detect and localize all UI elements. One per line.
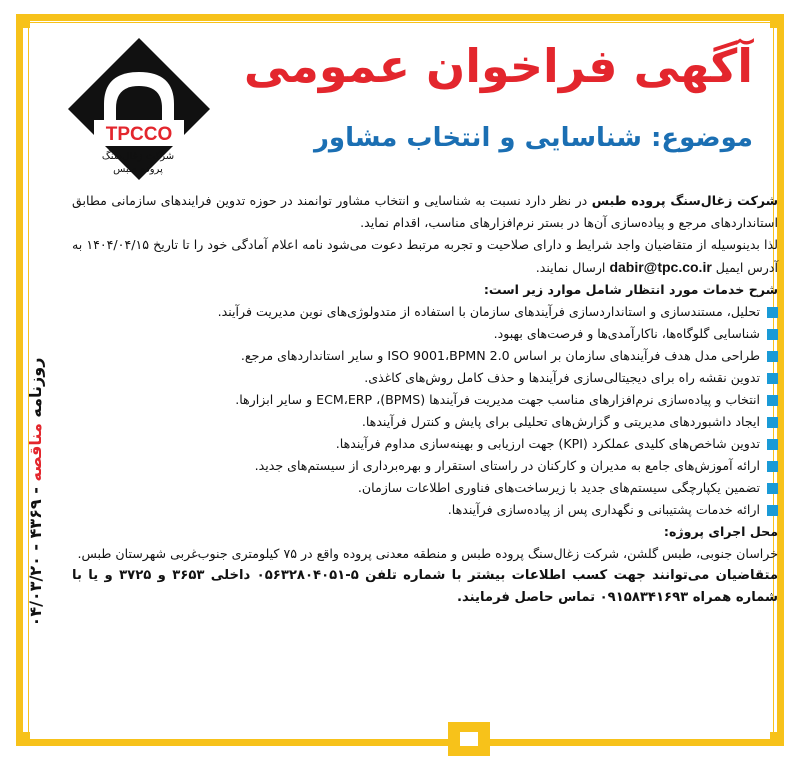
service-item (72, 345, 778, 367)
logo-company-line1: شرکت زغال‌سنگ (101, 151, 175, 162)
logo-company-line2: پروده طبس (113, 164, 163, 175)
service-text: ارائه خدمات پشتیبانی و نگهداری پس از پیاده‌سازی فرآیندها. (447, 502, 760, 517)
frame-corner-top-right (770, 14, 784, 28)
service-text: طراحی مدل هدف فرآیندهای سازمان بر اساس ISO 9001،BPMN 2.0 و سایر استانداردهای مرجع. (240, 348, 760, 363)
square-bullet-icon (767, 439, 778, 450)
service-item (72, 411, 778, 433)
notice-body (72, 190, 778, 609)
square-bullet-icon (767, 483, 778, 494)
service-item (72, 301, 778, 323)
frame-corner-bottom-right (770, 732, 784, 746)
frame-corner-top-left (16, 14, 30, 28)
side-brand-name: مناقصه (26, 423, 45, 482)
square-bullet-icon (767, 417, 778, 428)
square-bullet-icon (767, 395, 778, 406)
location-heading: محل اجرای پروژه: (663, 524, 778, 539)
newspaper-side-label (22, 332, 50, 652)
service-text: تدوین نقشه راه برای دیجیتالی‌سازی فرآیندها و حذف کامل روش‌های کاغذی. (364, 370, 760, 385)
deadline-paragraph (72, 234, 778, 279)
service-text: ایجاد داشبوردهای مدیریتی و گزارش‌های تحلیلی برای پایش و کنترل فرآیندها. (361, 414, 760, 429)
notice-subtitle: موضوع: شناسایی و انتخاب مشاور (313, 123, 753, 153)
services-heading: شرح خدمات مورد انتظار شامل موارد زیر است: (483, 282, 778, 297)
email-address: dabir@tpc.co.ir (609, 259, 712, 275)
service-text: تحلیل، مستندسازی و استانداردسازی فرآیندهای سازمان با استفاده از متدولوژی‌های نوین مدیریت فرآیند. (217, 304, 760, 319)
service-text: شناسایی گلوگاه‌ها، ناکارآمدی‌ها و فرصت‌های بهبود. (493, 326, 760, 341)
service-item (72, 323, 778, 345)
location-text: خراسان جنوبی، طبس گلشن، شرکت زغال‌سنگ پروده طبس و منطقه معدنی پروده واقع در ۷۵ کیلومتری جنوب‌غربی شهرستان طبس. (77, 546, 778, 561)
service-text: انتخاب و پیاده‌سازی نرم‌افزارهای مناسب جهت مدیریت فرآیندها (BPMS)، ECM،ERP و سایر ابزارها. (235, 392, 760, 407)
square-bullet-icon (767, 373, 778, 384)
square-bullet-icon (767, 329, 778, 340)
service-item (72, 367, 778, 389)
notice-title: آگهی فراخوان عمومی (243, 39, 753, 93)
intro-text-3: ارسال نمایند. (535, 260, 606, 275)
side-issue: - ۴۳۶۹ - ۰۴/۰۳/۲۰ (26, 481, 45, 627)
contact-paragraph: متقاضیان می‌توانند جهت کسب اطلاعات بیشتر با شماره تلفن ۵-۰۵۶۳۲۸۰۴۰۵۱ داخلی ۳۶۵۳ و ۳۷۲۵ و یا با شماره همراه ۰۹۱۵۸۳۴۱۶۹۳ تماس حاصل فرمایند. (72, 568, 778, 605)
service-item (72, 499, 778, 521)
service-item (72, 433, 778, 455)
service-text: تدوین شاخص‌های کلیدی عملکرد (KPI) جهت ارزیابی و بهینه‌سازی مداوم فرآیندها. (335, 436, 760, 451)
service-text: تضمین یکپارچگی سیستم‌های جدید با زیرساخت‌های فناوری اطلاعات سازمان. (357, 480, 760, 495)
square-bullet-icon (767, 307, 778, 318)
services-list (72, 301, 778, 521)
square-bullet-icon (767, 461, 778, 472)
service-item (72, 389, 778, 411)
square-bullet-icon (767, 351, 778, 362)
square-bullet-icon (767, 505, 778, 516)
service-item (72, 477, 778, 499)
service-text: ارائه آموزش‌های جامع به مدیران و کارکنان در راستای استقرار و بهره‌برداری از سیستم‌های جدید. (254, 458, 760, 473)
intro-text-1: در نظر دارد نسبت به شناسایی و انتخاب مشاور توانمند در حوزه تدوین فرایندهای سازمانی مطابق استانداردهای مرجع و پیاده‌سازی آن‌ها در بستر نرم‌افزارهای مناسب، اقدام نماید. (72, 193, 778, 230)
intro-paragraph (72, 190, 778, 234)
logo-brand-text: TPCCO (105, 124, 173, 145)
service-item (72, 455, 778, 477)
intro-company: شرکت زغال‌سنگ پروده طبس (591, 193, 778, 208)
side-paper-name: روزنامه (26, 357, 45, 424)
intro-text-2: لذا بدینوسیله از متقاضیان واجد شرایط و دارای صلاحیت و تجربه مرتبط دعوت می‌شود نامه اعلام آمادگی خود را تا تاریخ ۱۴۰۴/۰۴/۱۵ به آدرس ایمیل (72, 237, 778, 275)
logo-company-name (82, 150, 194, 176)
frame-bottom-tab-hole (460, 732, 478, 746)
frame-corner-bottom-left (16, 732, 30, 746)
